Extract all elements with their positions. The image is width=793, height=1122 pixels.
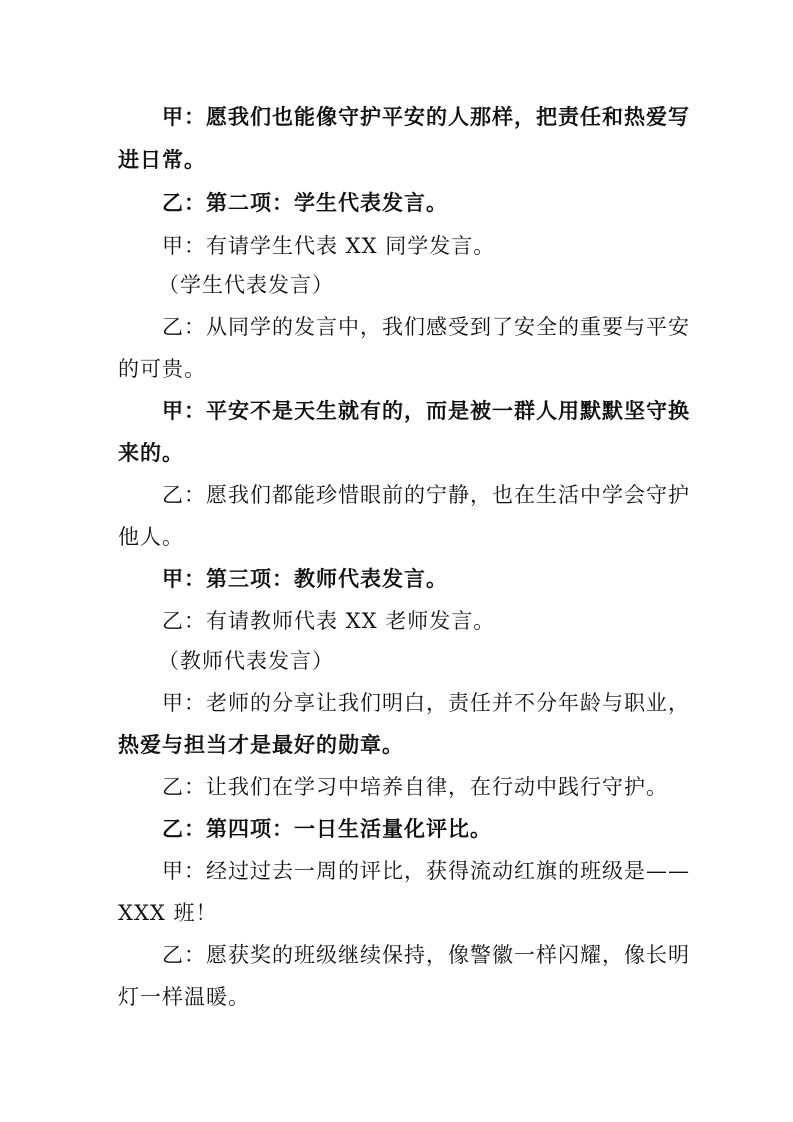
paragraph-line: XXX 班！ <box>118 901 218 925</box>
paragraph-line: 来的。 <box>118 440 184 465</box>
paragraph-line: 甲：愿我们也能像守护平安的人那样，把责任和热爱写 <box>162 104 690 129</box>
paragraph-line: 甲：老师的分享让我们明白，责任并不分年龄与职业， <box>162 691 690 715</box>
paragraph-line: 乙：愿获奖的班级继续保持，像警徽一样闪耀，像长明 <box>162 943 690 967</box>
paragraph-line: 甲：经过过去一周的评比，获得流动红旗的班级是—— <box>162 859 690 883</box>
paragraph-line: 甲：平安不是天生就有的，而是被一群人用默默坚守换 <box>162 398 690 423</box>
paragraph-line: 乙：有请教师代表 XX 老师发言。 <box>162 609 496 633</box>
paragraph-line: 的可贵。 <box>118 357 206 381</box>
paragraph-line: 乙：让我们在学习中培养自律，在行动中践行守护。 <box>162 775 668 799</box>
paragraph-line: 甲：有请学生代表 XX 同学发言。 <box>162 234 496 258</box>
paragraph-line: 他人。 <box>118 525 184 549</box>
paragraph-line: 灯一样温暖。 <box>118 985 250 1009</box>
paragraph-line: 进日常。 <box>118 147 206 172</box>
paragraph-line: 乙：第二项：学生代表发言。 <box>162 190 448 215</box>
paragraph-line: 热爱与担当才是最好的勋章。 <box>118 732 404 757</box>
paragraph-line: 甲：第三项：教师代表发言。 <box>162 566 448 591</box>
paragraph-line: 乙：愿我们都能珍惜眼前的宁静，也在生活中学会守护 <box>162 483 690 507</box>
paragraph-line: 乙：从同学的发言中，我们感受到了安全的重要与平安 <box>162 315 690 339</box>
stage-direction: （教师代表发言） <box>158 649 334 673</box>
paragraph-line: 乙：第四项：一日生活量化评比。 <box>162 816 492 841</box>
stage-direction: （学生代表发言） <box>158 273 334 297</box>
